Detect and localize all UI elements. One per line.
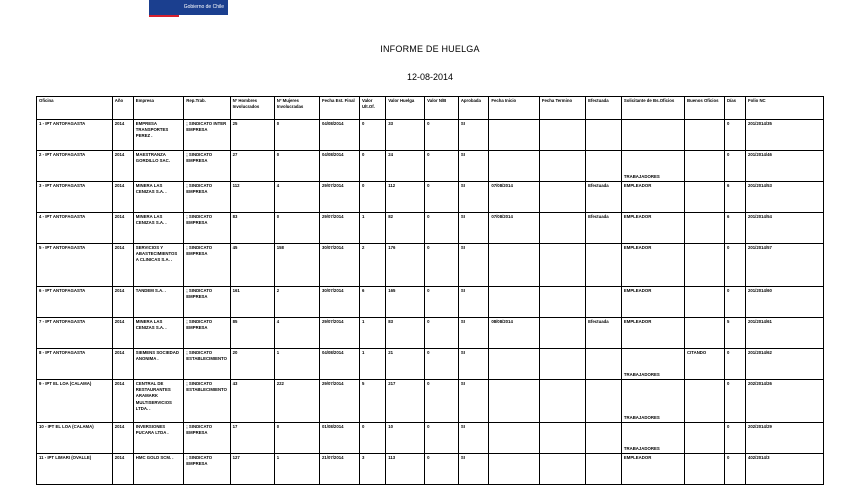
table-cell: 1 — [359, 349, 385, 380]
table-cell: 0 — [724, 454, 745, 485]
table-cell: 01/08/2014 — [319, 423, 359, 454]
table-cell: EMPLEADOR — [621, 318, 684, 349]
logo-background — [149, 0, 228, 15]
table-cell: SI — [458, 287, 489, 318]
table-cell: 112 — [386, 182, 425, 213]
table-cell: 201/2014/57 — [746, 244, 824, 287]
table-cell: TANDEM S.A. . — [133, 287, 184, 318]
table-cell: 0 — [274, 120, 319, 151]
column-header: Oficina — [37, 97, 113, 120]
table-cell: 2 - IPT ANTOFAGASTA — [37, 151, 113, 182]
table-cell — [539, 454, 585, 485]
table-cell: 85 — [230, 318, 274, 349]
table-cell: SI — [458, 423, 489, 454]
table-cell: 0 — [724, 287, 745, 318]
table-cell: 21/07/2014 — [319, 454, 359, 485]
table-cell: 1 — [359, 213, 385, 244]
table-cell: EMPRESA TRANSPORTES PEREZ . — [133, 120, 184, 151]
table-cell — [489, 423, 540, 454]
table-row — [37, 182, 824, 213]
table-cell: 201/2014/46 — [746, 151, 824, 182]
table-cell: 0 — [274, 151, 319, 182]
table-cell: 27 — [230, 151, 274, 182]
table-cell: 201/2014/54 — [746, 213, 824, 244]
table-cell: 1 — [274, 349, 319, 380]
table-cell: 04/08/2014 — [319, 349, 359, 380]
table-cell: 2014 — [112, 423, 133, 454]
table-cell — [586, 244, 622, 287]
table-cell: SI — [458, 454, 489, 485]
table-row — [37, 380, 824, 423]
table-cell: 0 — [724, 380, 745, 423]
table-cell: 202/2014/29 — [746, 423, 824, 454]
table-cell: 29/07/2014 — [319, 182, 359, 213]
table-cell: ; SINDICATO ESTABLECIMIENTO — [184, 349, 230, 380]
table-cell — [685, 318, 725, 349]
table-cell — [489, 151, 540, 182]
table-cell: 30/07/2014 — [319, 287, 359, 318]
table-cell: CENTRAL DE RESTAURANTES ARAMARK MULTISERVICIOS LTDA. . — [133, 380, 184, 423]
column-header: Folio NC — [746, 97, 824, 120]
table-cell: 0 — [274, 213, 319, 244]
column-header: Valor Ult.Of. — [359, 97, 385, 120]
table-cell — [539, 213, 585, 244]
table-cell — [539, 120, 585, 151]
table-cell: 1 — [274, 454, 319, 485]
table-cell: 0 — [724, 349, 745, 380]
table-cell: 83 — [386, 318, 425, 349]
table-cell: 20 — [230, 349, 274, 380]
table-cell: 2014 — [112, 182, 133, 213]
table-cell: 10 — [386, 423, 425, 454]
table-cell: MAESTRANZA GORDILLO SAC. — [133, 151, 184, 182]
table-cell — [685, 423, 725, 454]
table-cell — [489, 120, 540, 151]
table-cell: EMPLEADOR — [621, 287, 684, 318]
table-cell: 1 — [359, 318, 385, 349]
table-cell: SI — [458, 120, 489, 151]
table-cell: ; SINDICATO EMPRESA — [184, 182, 230, 213]
column-header: Valor N/B — [425, 97, 459, 120]
table-cell: Efectuada — [586, 318, 622, 349]
table-cell: MINERA LAS CENIZAS S.A. . — [133, 182, 184, 213]
table-cell — [685, 120, 725, 151]
logo-red-stripe — [149, 15, 179, 17]
table-cell: 0 — [425, 151, 459, 182]
table-row — [37, 349, 824, 380]
table-cell: 21 — [386, 349, 425, 380]
table-cell: EMPLEADOR — [621, 182, 684, 213]
table-cell — [539, 182, 585, 213]
table-cell — [539, 151, 585, 182]
table-cell: 201/2014/35 — [746, 120, 824, 151]
column-header: Nº Mujeres Involucradas — [274, 97, 319, 120]
table-cell: 2 — [274, 287, 319, 318]
table-cell: 0 — [425, 423, 459, 454]
column-header: Efectuada — [586, 97, 622, 120]
report-title: INFORME DE HUELGA — [380, 44, 480, 54]
table-cell: 24 — [386, 151, 425, 182]
table-cell — [489, 244, 540, 287]
table-cell: TRABAJADORES — [621, 423, 684, 454]
table-cell: 11 - IPT LIMARI (OVALLE) — [37, 454, 113, 485]
table-cell: MINERA LAS CENIZAS S.A. . — [133, 318, 184, 349]
table-cell — [586, 151, 622, 182]
table-cell: 10 - IPT EL LOA (CALAMA) — [37, 423, 113, 454]
table-row — [37, 454, 824, 485]
table-cell — [586, 287, 622, 318]
table-cell: 127 — [230, 454, 274, 485]
column-header: Aprobada — [458, 97, 489, 120]
table-cell: 5 - IPT ANTOFAGASTA — [37, 244, 113, 287]
table-cell: 2014 — [112, 287, 133, 318]
table-cell: 0 — [425, 120, 459, 151]
table-cell — [685, 454, 725, 485]
table-cell: 04/08/2014 — [319, 120, 359, 151]
table-cell — [621, 120, 684, 151]
table-cell: 30/07/2014 — [319, 244, 359, 287]
table-cell: ; SINDICATO EMPRESA — [184, 318, 230, 349]
table-cell: 9 - IPT EL LOA (CALAMA) — [37, 380, 113, 423]
table-cell: ; SINDICATO EMPRESA — [184, 454, 230, 485]
table-cell: 0 — [425, 349, 459, 380]
table-cell: 2014 — [112, 244, 133, 287]
table-cell — [586, 349, 622, 380]
table-row — [37, 213, 824, 244]
table-cell: 2014 — [112, 454, 133, 485]
table-cell: 2014 — [112, 318, 133, 349]
table-cell: 07/08/2014 — [489, 182, 540, 213]
table-cell: SI — [458, 244, 489, 287]
table-cell: HMC GOLD SCM. . — [133, 454, 184, 485]
table-cell: 25 — [230, 120, 274, 151]
table-cell — [685, 151, 725, 182]
table-cell: 3 — [359, 454, 385, 485]
table-cell: 112 — [230, 182, 274, 213]
table-cell: 5 — [359, 380, 385, 423]
table-cell: 201/2014/60 — [746, 287, 824, 318]
table-cell: 0 — [359, 151, 385, 182]
table-cell: 04/08/2014 — [319, 151, 359, 182]
table-cell — [489, 287, 540, 318]
table-body — [37, 120, 824, 485]
column-header: Rep.Trab. — [184, 97, 230, 120]
table-cell: 33 — [386, 120, 425, 151]
table-cell: 2014 — [112, 120, 133, 151]
table-row — [37, 423, 824, 454]
table-cell: 07/08/2014 — [489, 213, 540, 244]
table-cell: 2014 — [112, 349, 133, 380]
table-row — [37, 120, 824, 151]
table-cell — [685, 182, 725, 213]
table-cell: 83 — [230, 213, 274, 244]
table-cell: ; SINDICATO EMPRESA — [184, 423, 230, 454]
table-cell: 161 — [230, 287, 274, 318]
table-cell: 0 — [724, 244, 745, 287]
table-cell — [539, 318, 585, 349]
table-cell: ; SINDICATO INTER EMPRESA — [184, 120, 230, 151]
table-cell: 8 - IPT ANTOFAGASTA — [37, 349, 113, 380]
table-cell: TRABAJADORES — [621, 349, 684, 380]
table-cell — [586, 454, 622, 485]
table-cell: 0 — [425, 380, 459, 423]
table-cell — [539, 287, 585, 318]
table-cell: 176 — [386, 244, 425, 287]
table-cell: 0 — [425, 213, 459, 244]
table-cell: SI — [458, 182, 489, 213]
table-cell: 202/2014/26 — [746, 380, 824, 423]
table-cell: 45 — [230, 244, 274, 287]
table-cell: 82 — [386, 213, 425, 244]
table-cell: 2014 — [112, 151, 133, 182]
table-cell: 201/2014/62 — [746, 349, 824, 380]
table-row — [37, 151, 824, 182]
table-cell: 29/07/2014 — [319, 380, 359, 423]
table-cell: 165 — [386, 287, 425, 318]
table-cell — [489, 349, 540, 380]
strike-report-table — [36, 96, 824, 485]
table-cell: ; SINDICATO EMPRESA — [184, 244, 230, 287]
table-cell: 29/07/2014 — [319, 213, 359, 244]
column-header: Fecha Est. Final — [319, 97, 359, 120]
table-cell: EMPLEADOR — [621, 213, 684, 244]
table-cell: 1 - IPT ANTOFAGASTA — [37, 120, 113, 151]
table-cell: EMPLEADOR — [621, 244, 684, 287]
table-cell: ; SINDICATO ESTABLECIMIENTO — [184, 380, 230, 423]
table-cell: 3 - IPT ANTOFAGASTA — [37, 182, 113, 213]
table-cell: 0 — [359, 423, 385, 454]
gobierno-logo — [149, 0, 228, 15]
table-cell: TRABAJADORES — [621, 380, 684, 423]
table-cell: 0 — [724, 151, 745, 182]
table-cell — [685, 287, 725, 318]
table-cell: 402/2014/3 — [746, 454, 824, 485]
column-header: Solicitante de Bs.Oficios — [621, 97, 684, 120]
table-cell: INVERSIONES PUCARA LTDA . — [133, 423, 184, 454]
table-cell: 0 — [425, 182, 459, 213]
table-cell: SERVICIOS Y ABASTECIMIENTOS A CLINICAS S.A. . — [133, 244, 184, 287]
report-date: 12-08-2014 — [406, 72, 454, 82]
table-cell: ; SINDICATO EMPRESA — [184, 151, 230, 182]
table-cell: 08/08/2014 — [489, 318, 540, 349]
table-cell: MINERA LAS CENIZAS S.A. . — [133, 213, 184, 244]
table-cell: 0 — [724, 423, 745, 454]
table-cell: 0 — [274, 423, 319, 454]
table-cell: 6 - IPT ANTOFAGASTA — [37, 287, 113, 318]
table-cell: 0 — [425, 244, 459, 287]
table-cell: 0 — [425, 454, 459, 485]
column-header: Días — [724, 97, 745, 120]
table-cell: 0 — [359, 120, 385, 151]
table-cell: 6 — [724, 182, 745, 213]
table-cell: Efectuada — [586, 182, 622, 213]
table-cell: TRABAJADORES — [621, 151, 684, 182]
table-cell: 113 — [386, 454, 425, 485]
table-cell: SI — [458, 349, 489, 380]
table-cell — [685, 244, 725, 287]
column-header: Empresa — [133, 97, 184, 120]
table-cell: 201/2014/53 — [746, 182, 824, 213]
table-cell — [685, 380, 725, 423]
table-cell: 0 — [425, 318, 459, 349]
table-cell — [489, 380, 540, 423]
table-cell — [586, 423, 622, 454]
table-cell: ; SINDICATO EMPRESA — [184, 213, 230, 244]
table-cell: 7 - IPT ANTOFAGASTA — [37, 318, 113, 349]
column-header: Buenos Oficios — [685, 97, 725, 120]
table-cell: 4 — [274, 182, 319, 213]
table-cell — [685, 213, 725, 244]
table-cell: 0 — [425, 287, 459, 318]
table-cell: 201/2014/61 — [746, 318, 824, 349]
table-cell: SI — [458, 151, 489, 182]
column-header: Año — [112, 97, 133, 120]
table-cell — [586, 380, 622, 423]
table-cell: 158 — [274, 244, 319, 287]
table-cell: 43 — [230, 380, 274, 423]
table-cell: 0 — [724, 120, 745, 151]
table-cell: 217 — [386, 380, 425, 423]
table-cell: SIEMENS SOCIEDAD ANONIMA . — [133, 349, 184, 380]
table-cell: Efectuada — [586, 213, 622, 244]
logo-text: Gobierno de Chile — [183, 4, 224, 10]
table-cell: 4 - IPT ANTOFAGASTA — [37, 213, 113, 244]
column-header: Fecha Inicio — [489, 97, 540, 120]
table-header-row — [37, 97, 824, 120]
table-cell: 2 — [359, 244, 385, 287]
column-header: Nº Hombres Involucrados — [230, 97, 274, 120]
table-cell: 222 — [274, 380, 319, 423]
table-row — [37, 287, 824, 318]
table-cell: 29/07/2014 — [319, 318, 359, 349]
table-row — [37, 318, 824, 349]
table-cell: CITANDO — [685, 349, 725, 380]
table-cell: 2014 — [112, 213, 133, 244]
table-cell: ; SINDICATO EMPRESA — [184, 287, 230, 318]
table-cell: 6 — [359, 287, 385, 318]
column-header: Fecha Termino — [539, 97, 585, 120]
table-cell — [539, 349, 585, 380]
table-cell: 6 — [724, 213, 745, 244]
table-cell — [539, 244, 585, 287]
table-cell — [539, 423, 585, 454]
column-header: Valor Huelga — [386, 97, 425, 120]
table-cell: 17 — [230, 423, 274, 454]
table-cell: EMPLEADOR — [621, 454, 684, 485]
table-cell — [489, 454, 540, 485]
table-cell — [539, 380, 585, 423]
table-cell: 2014 — [112, 380, 133, 423]
table-row — [37, 244, 824, 287]
table-cell: 4 — [274, 318, 319, 349]
table-cell — [586, 120, 622, 151]
table-cell: 5 — [724, 318, 745, 349]
table-cell: SI — [458, 380, 489, 423]
table-cell: SI — [458, 318, 489, 349]
table-cell: 0 — [359, 182, 385, 213]
table-cell: SI — [458, 213, 489, 244]
